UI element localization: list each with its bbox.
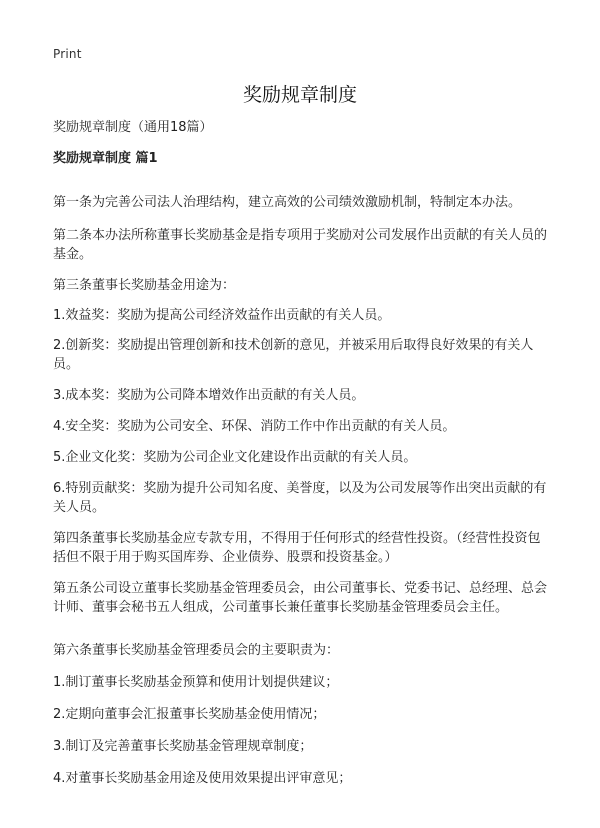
paragraph: 第二条本办法所称董事长奖励基金是指专项用于奖励对公司发展作出贡献的有关人员的基金。 [53, 228, 548, 262]
paragraph: 3.成本奖：奖励为公司降本增效作出贡献的有关人员。 [53, 388, 365, 403]
paragraph: 2.定期向董事会汇报董事长奖励基金使用情况； [53, 707, 326, 722]
paragraph: 4.安全奖：奖励为公司安全、环保、消防工作中作出贡献的有关人员。 [53, 419, 456, 434]
paragraph: 1.效益奖：奖励为提高公司经济效益作出贡献的有关人员。 [53, 308, 391, 323]
paragraph: 第三条董事长奖励基金用途为： [53, 278, 236, 293]
document-subtitle: 奖励规章制度（通用18篇） [53, 120, 213, 135]
paragraph: 1.制订董事长奖励基金预算和使用计划提供建议； [53, 675, 339, 690]
print-link[interactable]: Print [53, 47, 82, 61]
paragraph: 第六条董事长奖励基金管理委员会的主要职责为： [53, 643, 340, 658]
paragraph: 6.特别贡献奖：奖励为提升公司知名度、美誉度，以及为公司发展等作出突出贡献的有关人员。 [53, 481, 547, 515]
paragraph: 3.制订及完善董事长奖励基金管理规章制度； [53, 739, 313, 754]
paragraph: 第五条公司设立董事长奖励基金管理委员会，由公司董事长、党委书记、总经理、总会计师、董事会秘书五人组成，公司董事长兼任董事长奖励基金管理委员会主任。 [53, 581, 548, 615]
paragraph: 第四条董事长奖励基金应专款专用，不得用于任何形式的经营性投资。（经营性投资包括但不限于用于购买国库券、企业债券、股票和投资基金。） [53, 531, 541, 565]
paragraph: 5.企业文化奖：奖励为公司企业文化建设作出贡献的有关人员。 [53, 450, 417, 465]
paragraph: 4.对董事长奖励基金用途及使用效果提出评审意见； [53, 771, 352, 786]
document-title: 奖励规章制度 [242, 84, 357, 106]
paragraph: 第一条为完善公司法人治理结构，建立高效的公司绩效激励机制，特制定本办法。 [53, 195, 522, 210]
paragraph: 2.创新奖：奖励提出管理创新和技术创新的意见，并被采用后取得良好效果的有关人员。 [53, 338, 534, 372]
section-heading: 奖励规章制度 篇1 [53, 151, 158, 166]
